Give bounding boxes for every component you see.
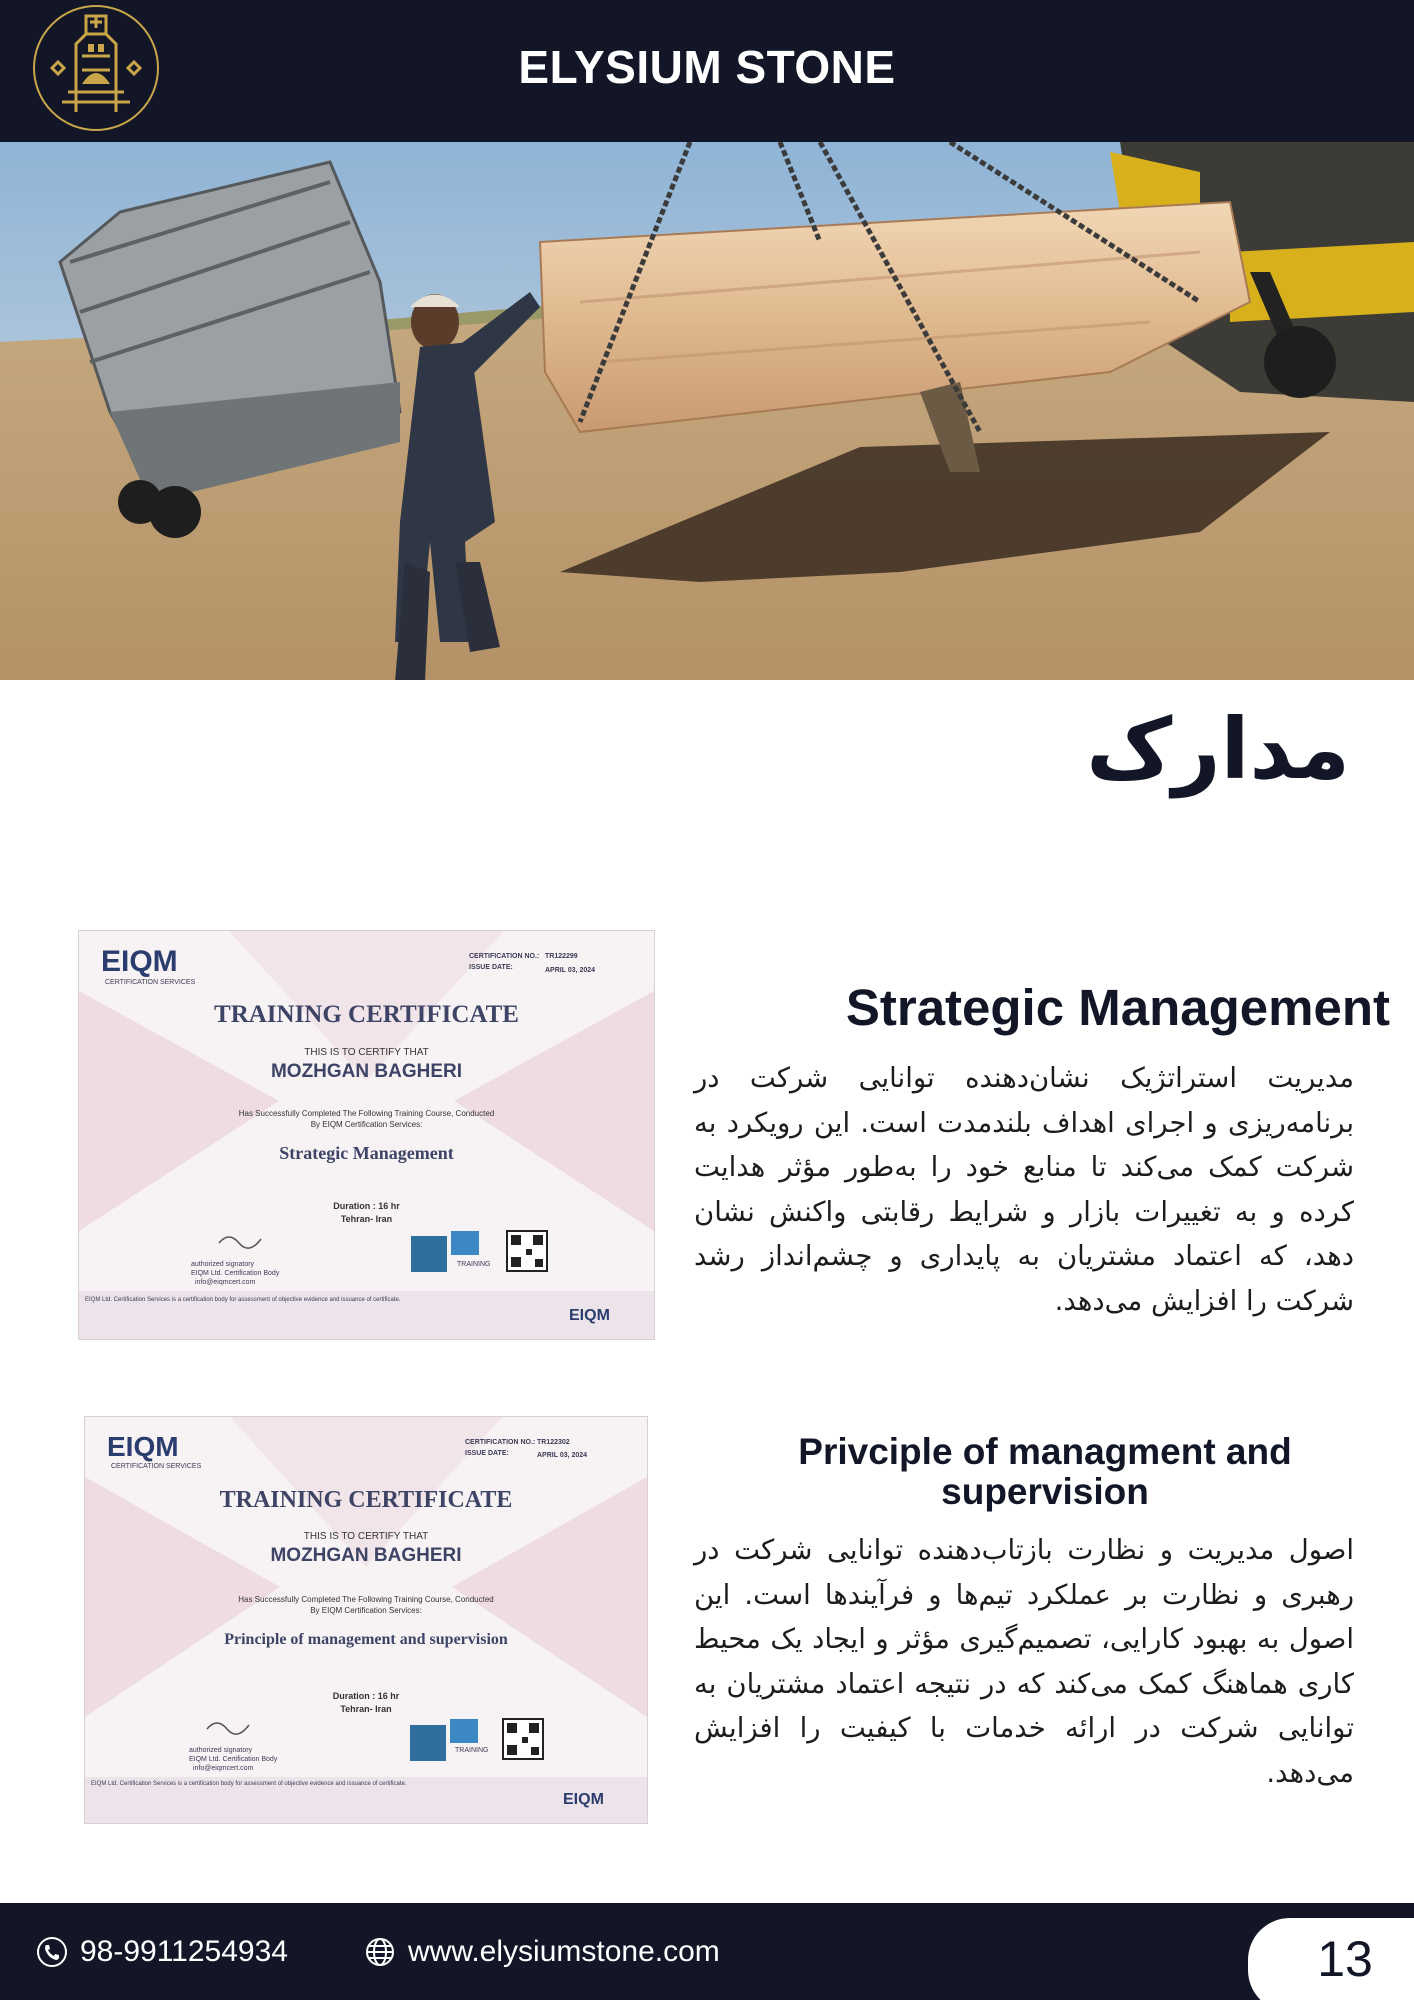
cert-footer-note: EIQM Ltd. Certification Services is a certification body for assessment of objective evidence and issuance of certificate. — [91, 1781, 407, 1787]
footer-website-text: www.elysiumstone.com — [408, 1934, 720, 1968]
cert-duration: Duration : 16 hr — [332, 1691, 400, 1701]
issue-date: APRIL 03, 2024 — [537, 1452, 588, 1459]
cert-signatory-org: EIQM Ltd. Certification Body — [189, 1756, 278, 1763]
section-description-strategic-management: مدیریت استراتژیک نشان‌دهنده توانایی شرکت در برنامه‌ریزی و اجرای اهداف بلندمدت است. این رویکرد به شرکت کمک می‌کند تا منابع خود را به‌طور مؤثر هدایت کرده و به تغییرات بازار و شرایط رقابتی واکنش نشان دهد، که اعتماد مشتریان به پایداری و چشم‌انداز رشد شرکت را افزایش می‌دهد. — [694, 1062, 1354, 1317]
cert-completed-text: Has Successfully Completed The Following Training Course, Conducted — [238, 1595, 494, 1604]
cert-recipient-name: MOZHGAN BAGHERI — [270, 1545, 462, 1566]
hero-photo — [0, 142, 1414, 680]
footer-website[interactable] — [364, 1903, 720, 2000]
cert-heading: TRAINING CERTIFICATE — [219, 1487, 513, 1513]
cert-no-label: CERTIFICATION NO.: — [465, 1439, 536, 1446]
section-title-strategic-management: Strategic Management — [845, 979, 1390, 1036]
cert-by-text: By EIQM Certification Services: — [310, 1120, 423, 1129]
page-footer — [0, 1903, 1414, 2000]
footer-phone[interactable] — [36, 1903, 288, 2000]
page-header — [0, 0, 1414, 142]
page-number: 13 — [1317, 1931, 1373, 1987]
eiqm-logo-text: EIQM — [107, 1431, 179, 1462]
cert-heading: TRAINING CERTIFICATE — [214, 1001, 519, 1028]
globe-icon — [364, 1936, 396, 1968]
issue-date-label: ISSUE DATE: — [465, 1450, 509, 1457]
eiqm-footer-logo: EIQM — [563, 1791, 604, 1808]
eiqm-logo-subtitle: CERTIFICATION SERVICES — [111, 1463, 202, 1470]
eiqm-logo-text: EIQM — [101, 945, 178, 978]
cert-by-text: By EIQM Certification Services: — [310, 1606, 422, 1615]
cert-no-label: CERTIFICATION NO.: — [469, 953, 540, 960]
section-description-management-supervision: اصول مدیریت و نظارت بازتاب‌دهنده توانایی شرکت در رهبری و نظارت بر عملکرد تیم‌ها و فرآیندها است. این اصول به بهبود کارایی، تصمیم‌گیری مؤثر و ایجاد یک محیط کاری هماهنگ کمک می‌کند که در نتیجه اعتماد مشتریان به توانایی شرکت در ارائه خدمات با کیفیت را افزایش می‌دهد. — [694, 1534, 1354, 1789]
certificate-image-management-supervision — [84, 1416, 648, 1824]
section-title-management-supervision: Privciple of managment and supervision — [798, 1431, 1292, 1512]
issue-date-label: ISSUE DATE: — [469, 964, 513, 971]
cert-no: TR122302 — [537, 1439, 570, 1446]
cert-footer-note: EIQM Ltd. Certification Services is a certification body for assessment of objective evidence and issuance of certificate. — [85, 1297, 401, 1303]
cert-signatory-org: EIQM Ltd. Certification Body — [191, 1270, 280, 1277]
cert-no: TR122299 — [545, 953, 578, 960]
cert-certify-text: THIS IS TO CERTIFY THAT — [304, 1047, 429, 1058]
cert-recipient-name: MOZHGAN BAGHERI — [270, 1061, 463, 1082]
cert-location: Tehran- Iran — [340, 1214, 393, 1224]
cert-location: Tehran- Iran — [340, 1704, 392, 1714]
eiqm-footer-logo: EIQM — [569, 1307, 610, 1324]
brand-name: ELYSIUM STONE — [518, 41, 896, 93]
footer-phone-text: 98-9911254934 — [80, 1934, 288, 1968]
cert-training-label: TRAINING — [457, 1261, 491, 1268]
cert-duration: Duration : 16 hr — [333, 1201, 400, 1211]
phone-icon — [36, 1936, 68, 1968]
cert-training-label: TRAINING — [455, 1747, 489, 1754]
issue-date: APRIL 03, 2024 — [545, 967, 596, 974]
cert-course: Principle of management and supervision — [224, 1631, 508, 1648]
cert-signatory-email: info@eiqmcert.com — [193, 1765, 254, 1772]
cert-course: Strategic Management — [279, 1143, 454, 1163]
cert-certify-text: THIS IS TO CERTIFY THAT — [303, 1531, 429, 1542]
eiqm-logo-subtitle: CERTIFICATION SERVICES — [105, 979, 196, 986]
certificate-image-strategic-management — [78, 930, 655, 1340]
cert-signatory-email: info@eiqmcert.com — [195, 1279, 256, 1286]
cert-signatory: authorized signatory — [189, 1747, 253, 1754]
cert-completed-text: Has Successfully Completed The Following Training Course, Conducted — [238, 1109, 495, 1118]
cert-signatory: authorized signatory — [191, 1261, 255, 1268]
page-title: مدارک — [1086, 700, 1350, 798]
